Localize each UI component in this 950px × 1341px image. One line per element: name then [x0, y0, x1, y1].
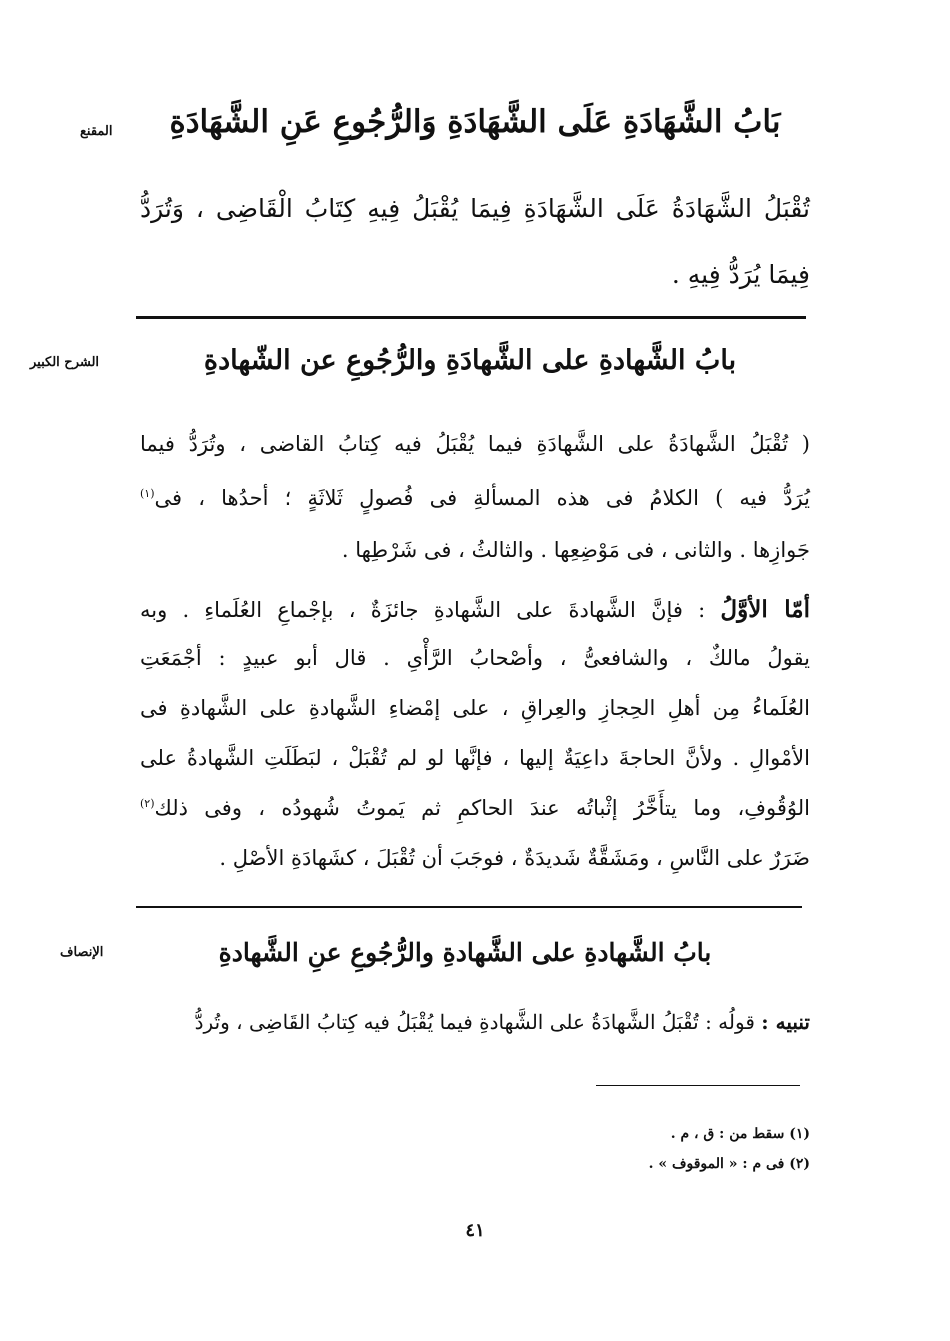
text-line [140, 796, 810, 820]
text-line [140, 486, 810, 510]
text-line: ( تُقْبَلُ الشَّهادَةُ على الشَّهادَةِ فيما يُقْبَلُ فيه كِتابُ القاضى ، وتُرَدُّ فيما [140, 432, 810, 456]
page-number: ٤١ [465, 1220, 485, 1241]
footnote: (١) سقط من : ق ، م . [670, 1126, 810, 1142]
section-divider [136, 906, 802, 908]
footnote-separator [596, 1085, 800, 1086]
footnote-mark: (١) [140, 487, 155, 500]
section-label-muqni: المقنع [80, 124, 113, 139]
text-line [140, 596, 810, 623]
text-line: جَوازِها . والثانى ، فى مَوْضِعِها . والثالثُ ، فى شَرْطِها . [341, 538, 810, 562]
text-line: تُقْبَلُ الشَّهَادَةُ عَلَى الشَّهَادَةِ فِيمَا يُقْبَلُ فِيهِ كِتَابُ الْقَاضِى ، وَتُرَدُّ [140, 194, 810, 223]
footnote: (٢) فى م : « الموقوف » . [648, 1156, 810, 1172]
section-heading-insaf: بابُ الشَّهادةِ على الشَّهادةِ والرُّجُوعِ عنِ الشَّهادةِ [218, 938, 712, 967]
paragraph-lead: أمّا الأوَّلُ [720, 596, 810, 623]
section-heading-sharh-kabir: بابُ الشَّهادةِ على الشَّهادَةِ والرُّجُوعِ عن الشّهادةِ [203, 345, 737, 376]
section-label-sharh-kabir: الشرح الكبير [30, 355, 100, 370]
text-line: الأمْوالِ . ولأنَّ الحاجةَ داعِيَةٌ إليها ، فإنَّها لو لم تُقْبَلْ ، لبَطَلَتِ الشَّهادةُ على [140, 746, 810, 770]
text-line-body: : فإنَّ الشَّهادةَ على الشَّهادةِ جائزَةٌ ، بإجْماعِ العُلَماءِ . وبه [140, 598, 706, 622]
footnote-mark: (٢) [140, 797, 155, 810]
text-line: فِيمَا يُرَدُّ فِيهِ . [671, 260, 810, 289]
text-line [140, 1010, 810, 1034]
text-line: يقولُ مالكٌ ، والشافعىُّ ، وأصْحابُ الرَّأْىِ . قال أبو عبيدٍ : أجْمَعَتِ [140, 646, 810, 670]
text-line-body: الوُقُوفِ، وما يتأَخَّرُ إثْباتُه عندَ الحاكمِ ثم يَموتُ شُهودُه ، وفى ذلك [154, 796, 810, 820]
section-label-insaf: الإنصاف [60, 945, 104, 960]
section-divider [136, 316, 806, 319]
text-line-body: يُرَدُّ فيه ) الكلامُ فى هذه المسألةِ فى فُصولٍ ثَلاثَةٍ ؛ أحدُها ، فى [154, 486, 810, 510]
section-heading-muqni: بَابُ الشَّهَادَةِ عَلَى الشَّهَادَةِ وَالرُّجُوعِ عَنِ الشَّهَادَةِ [169, 104, 781, 140]
text-line-body: قولُه : تُقْبَلُ الشَّهادَةُ على الشَّهادةِ فيما يُقْبَلُ فيه كِتابُ القَاضِى ، وتُردُّ [194, 1010, 755, 1034]
text-line: العُلَماءُ مِن أهلِ الحِجازِ والعِراقِ ، على إمْضاءِ الشَّهادةِ على الشَّهادةِ فى [140, 696, 810, 720]
text-line: ضَرَرٌ على النَّاسِ ، ومَشَقَّةٌ شَديدَةٌ ، فوجَبَ أن تُقْبَلَ ، كشَهادَةِ الأصْلِ . [219, 846, 810, 870]
paragraph-lead: تنبيه : [761, 1010, 810, 1034]
